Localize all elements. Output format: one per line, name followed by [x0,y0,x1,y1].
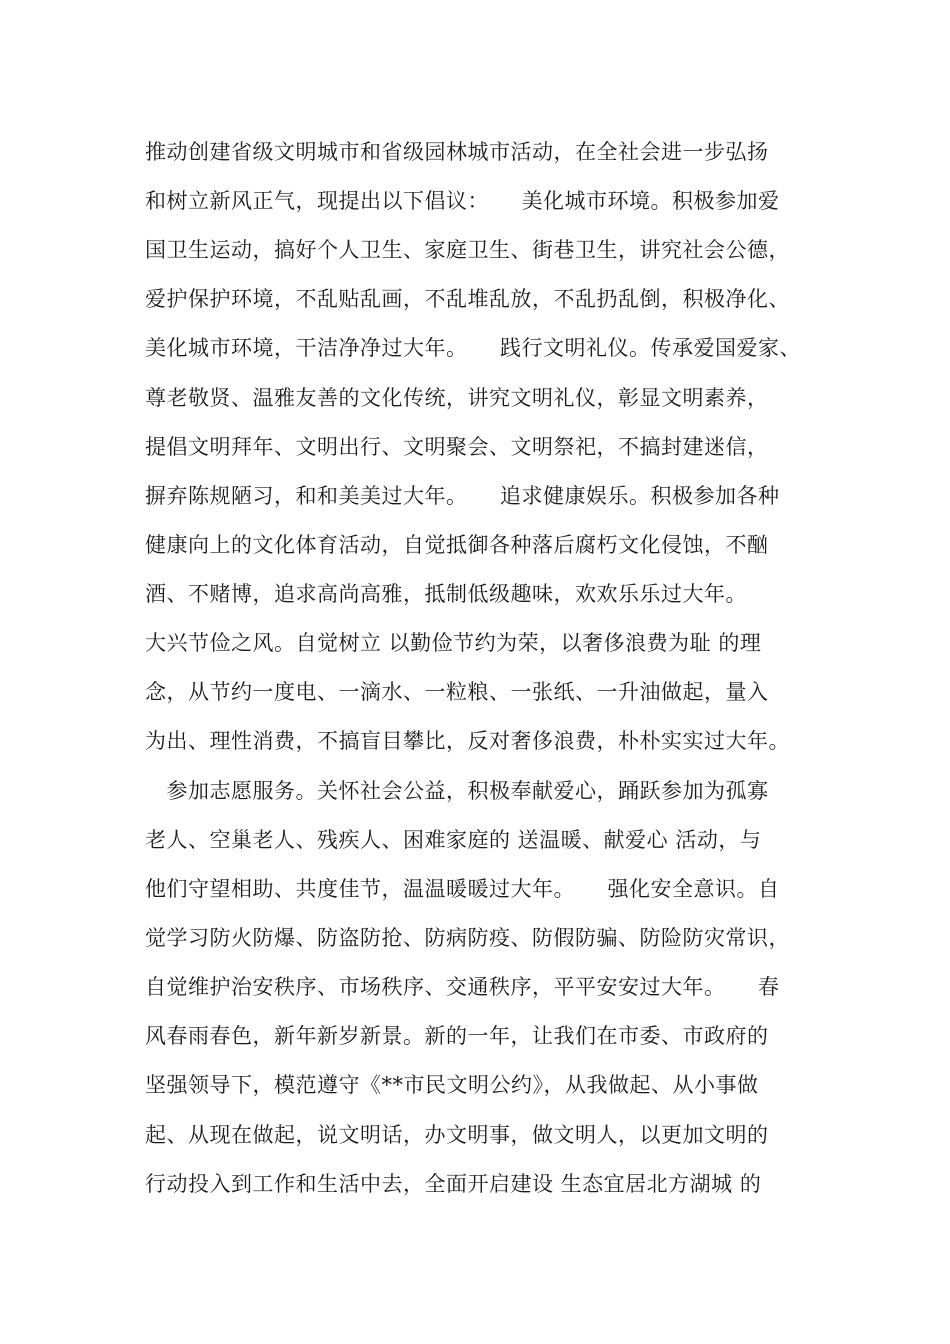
text-line: 和树立新风正气，现提出以下倡议： 美化城市环境。积极参加爱 [145,189,780,213]
text-line: 摒弃陈规陋习，和和美美过大年。 追求健康娱乐。积极参加各种 [145,484,780,508]
text-line: 风春雨春色，新年新岁新景。新的一年，让我们在市委、市政府的 [145,1024,769,1048]
text-line: 老人、空巢老人、残疾人、困难家庭的 送温暖、献爱心 活动，与 [145,828,762,852]
text-line: 健康向上的文化体育活动，自觉抵御各种落后腐朽文化侵蚀，不酗 [145,533,769,557]
text-line: 尊老敬贤、温雅友善的文化传统，讲究文明礼仪，彰显文明素养， [145,386,769,410]
text-line: 起、从现在做起，说文明话，办文明事，做文明人，以更加文明的 [145,1123,769,1147]
text-line: 自觉维护治安秩序、市场秩序、交通秩序，平平安安过大年。 春 [145,975,780,999]
text-line: 行动投入到工作和生活中去，全面开启建设 生态宜居北方湖城 的 [145,1172,762,1196]
text-line: 为出、理性消费，不搞盲目攀比，反对奢侈浪费，朴朴实实过大年。 [145,729,790,753]
text-line: 大兴节俭之风。自觉树立 以勤俭节约为荣，以奢侈浪费为耻 的理 [145,631,762,655]
text-line: 国卫生运动，搞好个人卫生、家庭卫生、街巷卫生，讲究社会公德， [145,238,790,262]
text-line: 美化城市环境，干洁净净过大年。 践行文明礼仪。传承爱国爱家、 [145,336,801,360]
text-line: 念，从节约一度电、一滴水、一粒粮、一张纸、一升油做起，量入 [145,680,769,704]
text-line: 提倡文明拜年、文明出行、文明聚会、文明祭祀，不搞封建迷信， [145,435,769,459]
text-line: 爱护保护环境，不乱贴乱画，不乱堆乱放，不乱扔乱倒，积极净化、 [145,287,790,311]
text-line: 酒、不赌博，追求高尚高雅，抵制低级趣味，欢欢乐乐过大年。 [145,582,747,606]
text-line: 觉学习防火防爆、防盗防抢、防病防疫、防假防骗、防险防灾常识， [145,926,790,950]
text-line: 推动创建省级文明城市和省级园林城市活动，在全社会进一步弘扬 [145,140,769,164]
text-line: 他们守望相助、共度佳节，温温暖暖过大年。 强化安全意识。自 [145,877,780,901]
text-line: 参加志愿服务。关怀社会公益，积极奉献爱心，踊跃参加为孤寡 [145,779,769,803]
text-line: 坚强领导下，模范遵守《**市民文明公约》，从我做起、从小事做 [145,1073,759,1097]
